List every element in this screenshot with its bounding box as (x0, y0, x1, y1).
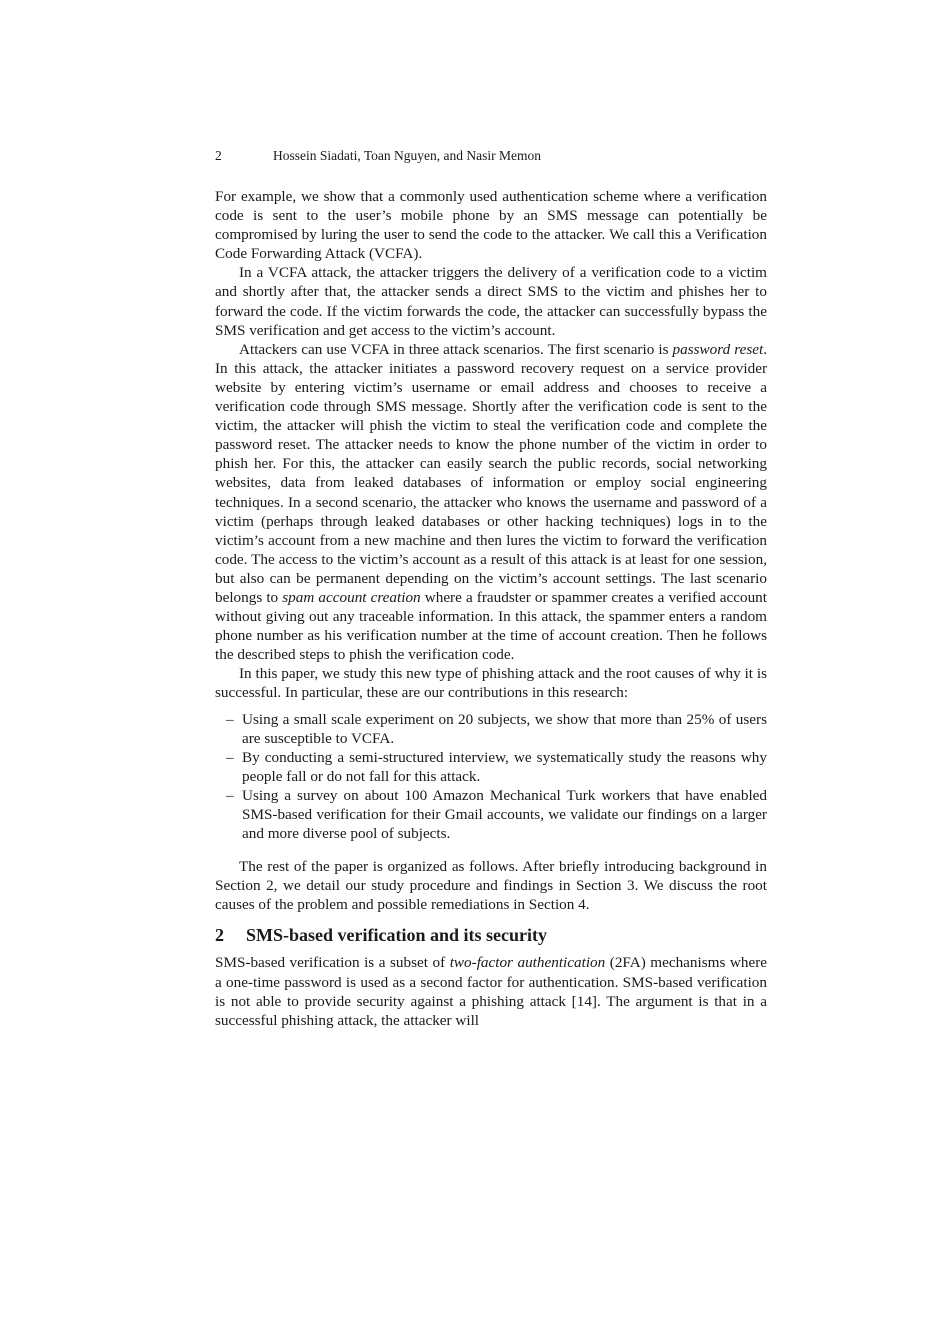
paper-page (215, 146, 767, 1030)
scenario-text-start: Attackers can use VCFA in three attack scenarios. The first scenario is (239, 340, 673, 358)
paragraph-sms-verification (215, 953, 767, 1029)
page-number: 2 (215, 148, 222, 163)
list-item (215, 748, 767, 786)
sms-text-end: (2FA) mechanisms where a one-time password is used as a second factor for authentication. SMS-based verification is not able to provide security against a phishing attack [14]. The argument is that in a successful phishing attack, the attacker will (215, 954, 767, 1029)
paragraph-vcfa-description: In a VCFA attack, the attacker triggers the delivery of a verification code to a victim and shortly after that, the attacker sends a direct SMS to the victim and phishes her to forward the code. If the victim forwards the code, the attacker can successfully bypass the SMS verification and get access to the victim’s account. (215, 264, 767, 339)
list-item-text: Using a survey on about 100 Amazon Mechanical Turk workers that have enabled SMS-based verification for their Gmail accounts, we validate our findings on a larger and more diverse pool of subjects. (242, 786, 767, 843)
list-dash: – (226, 786, 234, 804)
paragraph-paper-organization: The rest of the paper is organized as follows. After briefly introducing background in Section 2, we detail our study procedure and findings in Section 3. We discuss the root causes of the problem and possible remediations in Section 4. (215, 858, 767, 914)
paragraph-attack-scenarios (215, 340, 767, 665)
paragraph-contributions-intro: In this paper, we study this new type of phishing attack and the root causes of why it is successful. In particular, these are our contributions in this research: (215, 665, 767, 702)
term-password-reset: password reset (672, 340, 764, 358)
scenario-text-end: where a fraudster or spammer creates a verified account without giving out any traceable information. In this attack, the spammer enters a random phone number as his verification number at the time of account creation. Then he follows the described steps to phish the verification code. (215, 588, 767, 664)
term-spam-account-creation: spam account creation (282, 588, 421, 606)
term-two-factor-authentication: two-factor authentication (449, 954, 606, 972)
contributions-list (215, 710, 767, 844)
paragraph-vcfa-intro: For example, we show that a commonly used authentication scheme where a verification code is sent to the user’s mobile phone by an SMS message can potentially be compromised by luring the user to send the code to the attacker. We call this a Verification Code Forwarding Attack (VCFA). (215, 188, 767, 263)
section-heading (215, 923, 767, 947)
list-item-text: Using a small scale experiment on 20 subjects, we show that more than 25% of users are susceptible to VCFA. (242, 710, 767, 747)
list-dash: – (226, 748, 234, 766)
list-dash: – (226, 710, 234, 728)
list-item (215, 710, 767, 748)
running-header (215, 146, 767, 165)
list-item-text: By conducting a semi-structured interview, we systematically study the reasons why people fall or do not fall for this attack. (242, 748, 767, 785)
sms-text-start: SMS-based verification is a subset of (215, 954, 450, 972)
section-number: 2 (215, 925, 224, 946)
section-title: SMS-based verification and its security (246, 925, 547, 946)
scenario-text-middle: . In this attack, the attacker initiates a password recovery request on a service provider website by entering victim’s username or email address and chooses to receive a verification code through SMS message. Shortly after the verification code is sent to the victim, the attacker will phish the victim to steal the verification code and complete the password reset. The attacker needs to know the phone number of the victim in order to phish her. For this, the attacker can easily search the public records, social networking websites, data from leaked databases of information or employ social engineering techniques. In a second scenario, the attacker who knows the username and password of a victim (perhaps through leaked databases or other hacking techniques) logs in to the victim’s account from a new machine and then lures the victim to forward the verification code. The access to the victim’s account as a result of this attack is at least for one session, but also can be permanent depending on the victim’s account settings. The last scenario belongs to (215, 340, 767, 606)
list-item (215, 786, 767, 843)
running-header-authors: Hossein Siadati, Toan Nguyen, and Nasir Memon (273, 148, 542, 163)
